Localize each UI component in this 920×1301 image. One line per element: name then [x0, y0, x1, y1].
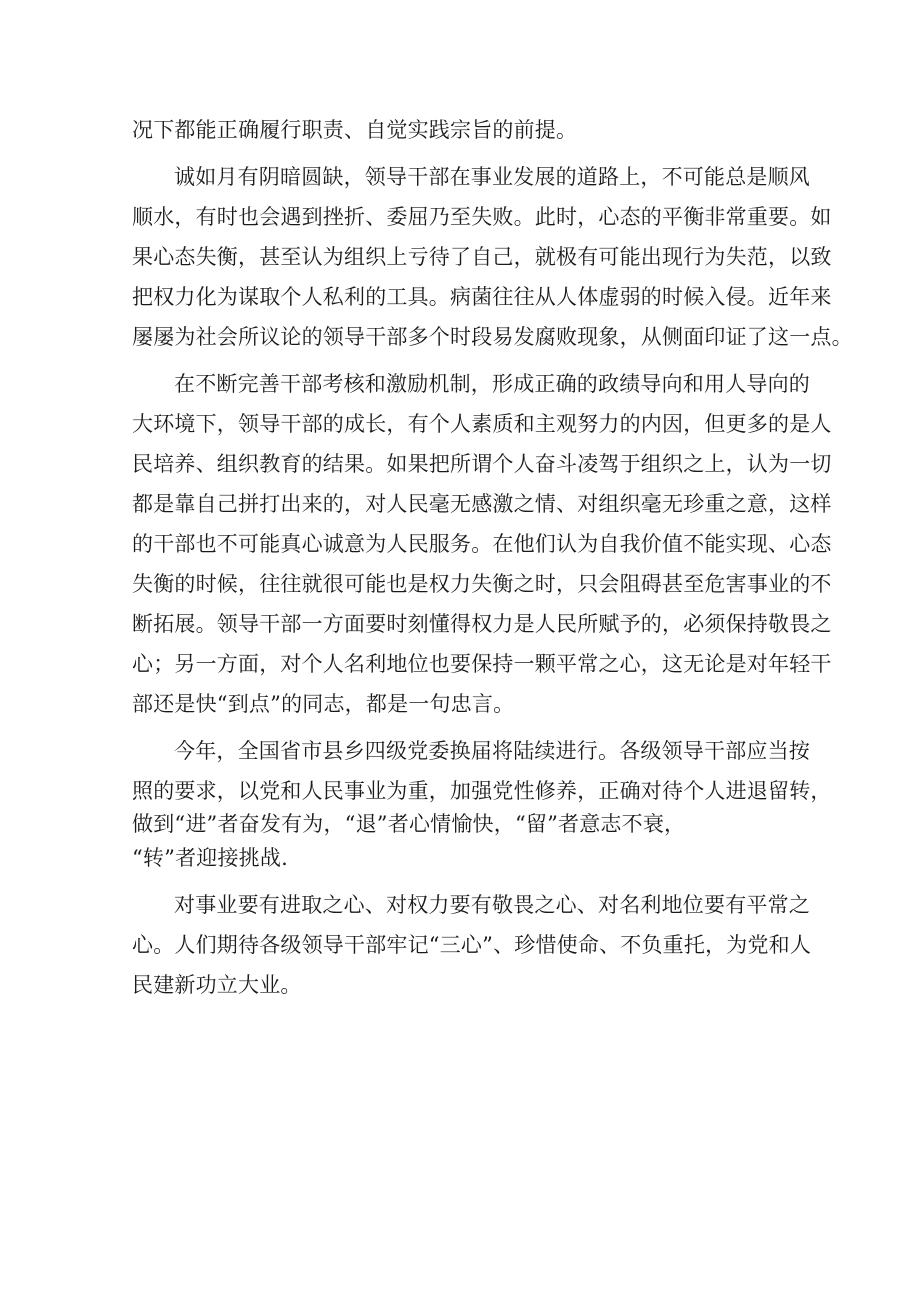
- text-line: 照的要求，以党和人民事业为重，加强党性修养，正确对待个人进退留转，: [132, 779, 832, 803]
- paragraph-2: [132, 157, 853, 357]
- text-line: 心。人们期待各级领导干部牢记“三心”、珍惜使命、不负重托，为党和人: [132, 933, 812, 957]
- text-line: 诚如月有阴暗圆缺，领导干部在事业发展的道路上，不可能总是顺风: [174, 165, 810, 189]
- text-line: 民建新功立大业。: [132, 973, 302, 997]
- text-line: 民培养、组织教育的结果。如果把所谓个人奋斗凌驾于组织之上，认为一切: [132, 452, 832, 476]
- text-line: 屡屡为社会所议论的领导干部多个时段易发腐败现象，从侧面印证了这一点。: [132, 325, 853, 349]
- paragraph-5: [132, 885, 812, 1005]
- paragraph-3: [132, 364, 832, 724]
- text-line: 做到“进”者奋发有为，“退”者心情愉快，“留”者意志不衰，: [132, 812, 686, 836]
- text-line: 的干部也不可能真心诚意为人民服务。在他们认为自我价值不能实现、心态: [132, 532, 832, 556]
- text-line: 顺水，有时也会遇到挫折、委屈乃至失败。此时，心态的平衡非常重要。如: [132, 205, 832, 229]
- paragraph-4: [132, 731, 832, 878]
- text-line: “转”者迎接挑战.: [132, 846, 288, 870]
- document-body: [132, 110, 853, 1005]
- text-line: 断拓展。领导干部一方面要时刻懂得权力是人民所赋予的，必须保持敬畏之: [132, 612, 832, 636]
- text-line: 都是靠自己拼打出来的，对人民毫无感激之情、对组织毫无珍重之意，这样: [132, 492, 832, 516]
- text-line: 失衡的时候，往往就很可能也是权力失衡之时，只会阻碍甚至危害事业的不: [132, 572, 832, 596]
- text-line: 今年，全国省市县乡四级党委换届将陆续进行。各级领导干部应当按: [174, 739, 810, 763]
- text-line: 心；另一方面，对个人名利地位也要保持一颗平常之心，这无论是对年轻干: [132, 652, 832, 676]
- text-line: 果心态失衡，甚至认为组织上亏待了自己，就极有可能出现行为失范，以致: [132, 245, 832, 269]
- text-line: 对事业要有进取之心、对权力要有敬畏之心、对名利地位要有平常之: [174, 893, 810, 917]
- text-line: 大环境下，领导干部的成长，有个人素质和主观努力的内因，但更多的是人: [132, 412, 832, 436]
- paragraph-1: [132, 110, 802, 150]
- text-line: 况下都能正确履行职责、自觉实践宗旨的前提。: [132, 118, 578, 142]
- text-line: 部还是快“到点”的同志，都是一句忠言。: [132, 692, 515, 716]
- text-line: 把权力化为谋取个人私利的工具。病菌往往从人体虚弱的时候入侵。近年来: [132, 285, 832, 309]
- text-line: 在不断完善干部考核和激励机制，形成正确的政绩导向和用人导向的: [174, 372, 810, 396]
